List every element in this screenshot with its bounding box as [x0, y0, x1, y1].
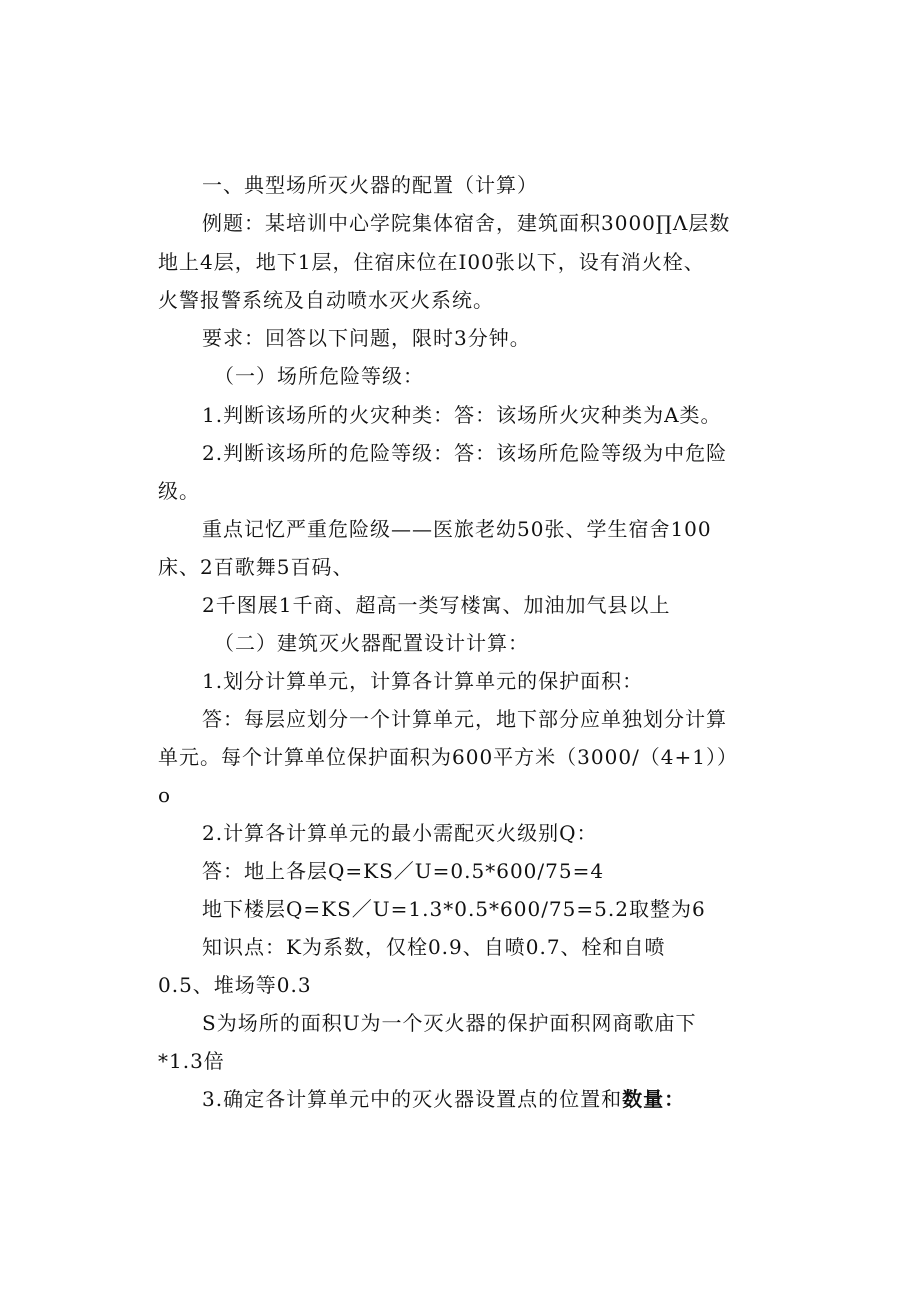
- step-3-text: 3.确定各计算单元中的灭火器设置点的位置和: [202, 1087, 623, 1111]
- answer-2-line-1: 答：地上各层Q=KS／U=0.5*600/75=4: [202, 859, 605, 883]
- step-2: 2.计算各计算单元的最小需配灭火级别Q：: [202, 821, 598, 845]
- section-heading: 一、典型场所灭火器的配置（计算）: [202, 173, 538, 197]
- example-line-3: 火警报警系统及自动喷水灭火系统。: [158, 288, 494, 312]
- example-line-1: 例题：某培训中心学院集体宿舍，建筑面积3000∏Λ层数: [202, 211, 731, 235]
- question-2: 2.判断该场所的危险等级：答：该场所危险等级为中危险: [202, 441, 728, 465]
- example-line-2: 地上4层，地下1层，住宿床位在I00张以下，设有消火栓、: [158, 250, 705, 274]
- subsection-heading-2: （二）建筑灭火器配置设计计算：: [214, 631, 529, 655]
- requirement-line: 要求：回答以下问题，限时3分钟。: [202, 326, 531, 350]
- answer-1-line-1: 答：每层应划分一个计算单元，地下部分应单独划分计算: [202, 707, 727, 731]
- answer-1-line-2: 单元。每个计算单位保护面积为600平方米（3000/（4+1））: [158, 745, 739, 769]
- question-1: 1.判断该场所的火灾种类：答：该场所火灾种类为A类。: [202, 403, 722, 427]
- answer-2-line-2: 地下楼层Q=KS／U=1.3*0.5*600/75=5.2取整为6: [202, 897, 706, 921]
- subsection-heading-1: （一）场所危险等级：: [214, 364, 424, 388]
- question-2-cont: 级。: [158, 479, 200, 503]
- memory-note-1: 重点记忆严重危险级——医旅老幼50张、学生宿舍100: [202, 517, 712, 541]
- step-1: 1.划分计算单元，计算各计算单元的保护面积：: [202, 669, 644, 693]
- step-3-emphasis: 数量：: [622, 1087, 686, 1111]
- step-3: [202, 1086, 685, 1112]
- memory-note-3: 2千图展1千商、超高一类写楼寓、加油加气县以上: [202, 593, 671, 617]
- answer-1-line-3: o: [158, 783, 172, 807]
- knowledge-line-3: S为场所的面积U为一个灭火器的保护面积网商歌庙下: [202, 1011, 697, 1035]
- memory-note-2: 床、2百歌舞5百码、: [158, 555, 354, 579]
- knowledge-line-4: *1.3倍: [158, 1049, 225, 1073]
- knowledge-line-2: 0.5、堆场等0.3: [158, 973, 312, 997]
- knowledge-line-1: 知识点：K为系数，仅栓0.9、自喷0.7、栓和自喷: [202, 935, 666, 959]
